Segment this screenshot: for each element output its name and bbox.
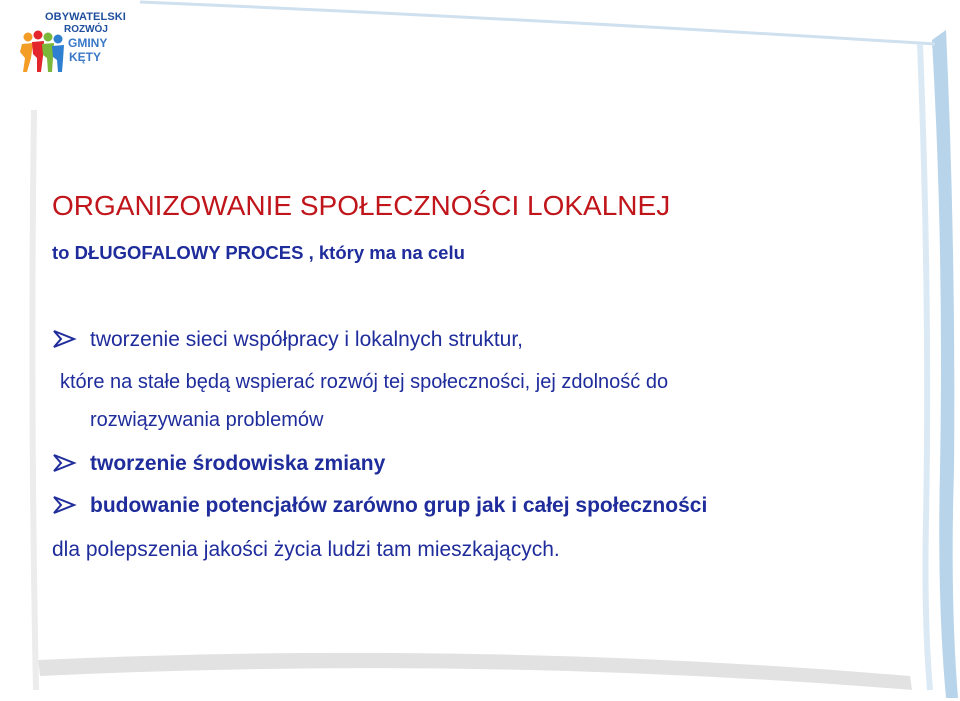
bullet-3-text: budowanie potencjałów zarówno grup jak i całej społeczności [90,494,708,517]
logo-line-2: ROZWÓJ [64,24,108,35]
logo-line-3: GMINY [68,36,108,50]
people-logo-icon [18,28,66,74]
arrow-bullet-icon [52,453,78,473]
bullet-1-text: tworzenie sieci współpracy i lokalnych struktur, [90,328,524,351]
slide-title: ORGANIZOWANIE SPOŁECZNOŚCI LOKALNEJ [52,190,671,221]
logo-line-4: KĘTY [69,50,102,64]
bullet-1-continuation-1: które na stałe będą wspierać rozwój tej społeczności, jej zdolność do [60,371,669,393]
arrow-bullet-icon [52,329,78,349]
bullet-1-continuation-2: rozwiązywania problemów [90,409,324,431]
bullet-2-text: tworzenie środowiska zmiany [90,452,386,475]
slide-subtitle: to DŁUGOFALOWY PROCES , który ma na celu [52,242,465,263]
arrow-bullet-icon [52,495,78,515]
closing-line: dla polepszenia jakości życia ludzi tam mieszkających. [52,538,560,561]
bullet-item-3 [52,492,912,520]
bullet-item-2 [52,450,912,478]
bullet-item-1 [52,326,912,354]
logo [12,8,132,74]
logo-line-1: OBYWATELSKI [45,11,126,23]
slide-content [52,184,912,266]
